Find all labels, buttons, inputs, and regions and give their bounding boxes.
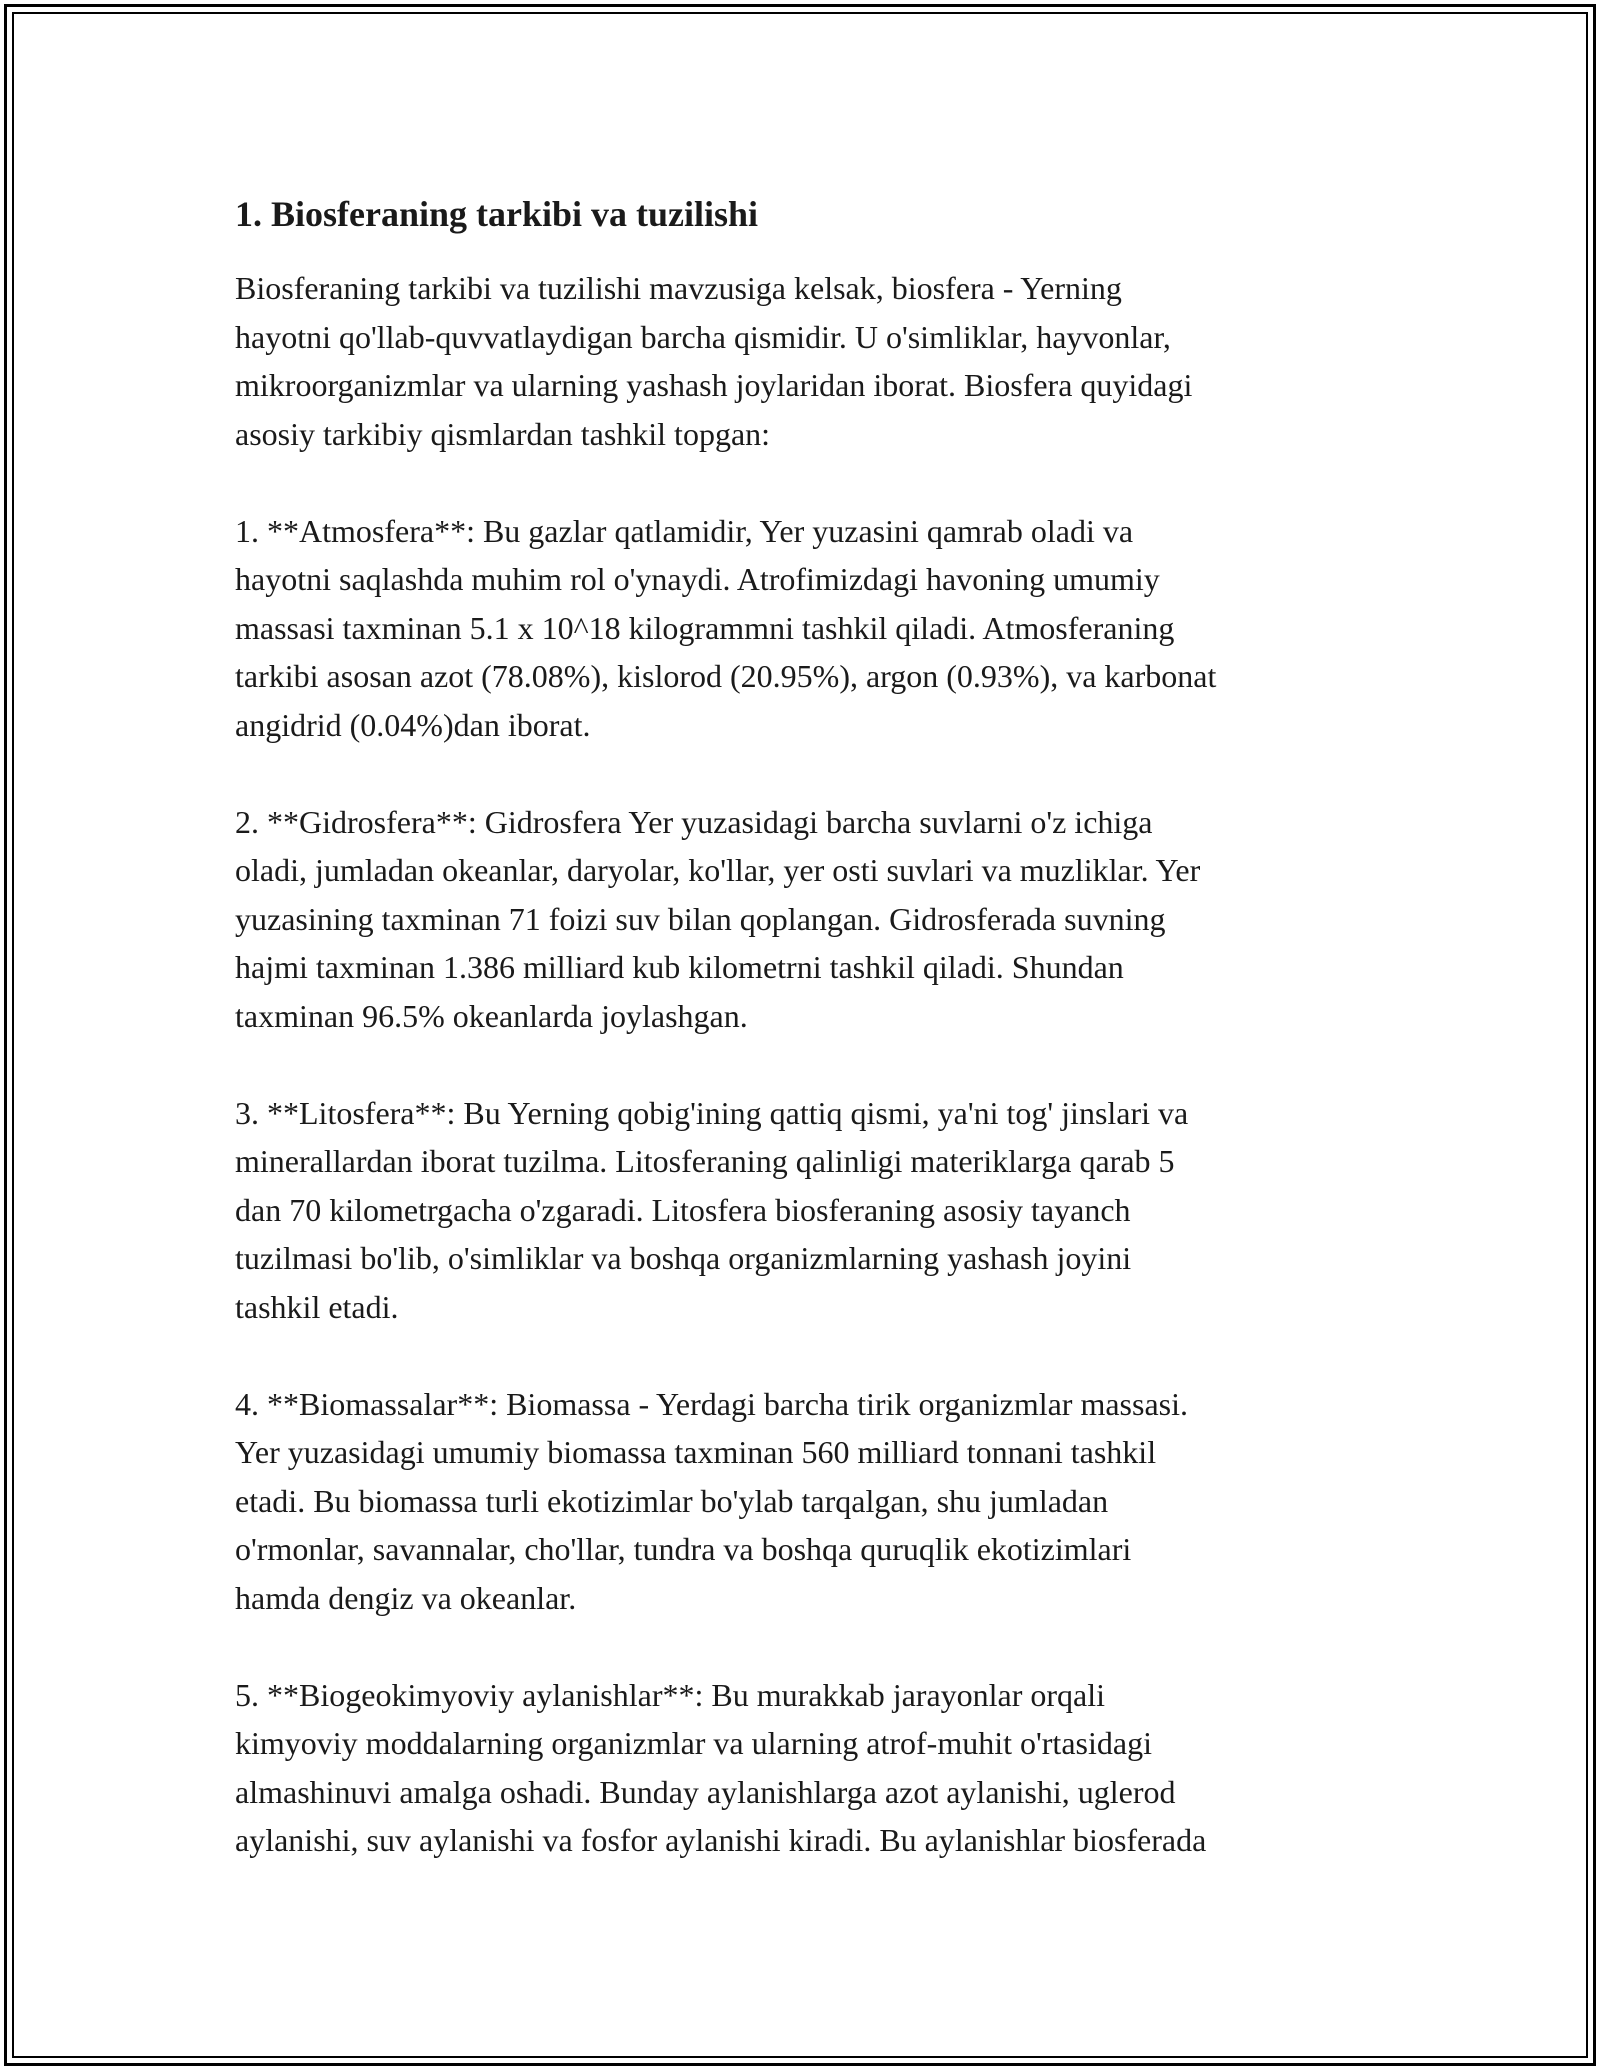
text-line: mikroorganizmlar va ularning yashash joylaridan iborat. Biosfera quyidagi	[235, 367, 1193, 403]
text-line: hajmi taxminan 1.386 milliard kub kilometrni tashkil qiladi. Shundan	[235, 949, 1124, 985]
text-line: 5. **Biogeokimyoviy aylanishlar**: Bu murakkab jarayonlar orqali	[235, 1676, 1106, 1713]
paragraph-gidrosfera	[235, 798, 1370, 1041]
section-heading: 1. Biosferaning tarkibi va tuzilishi	[235, 194, 759, 234]
text-line: aylanishi, suv aylanishi va fosfor aylanishi kiradi. Bu aylanishlar biosferada	[235, 1822, 1207, 1858]
text-line: 2. **Gidrosfera**: Gidrosfera Yer yuzasidagi barcha suvlarni o'z ichiga	[235, 803, 1153, 840]
text-line: dan 70 kilometrgacha o'zgaradi. Litosfera biosferaning asosiy tayanch	[235, 1191, 1131, 1228]
text-line: tashkil etadi.	[235, 1288, 399, 1325]
text-line: hayotni saqlashda muhim rol o'ynaydi. Atrofimizdagi havoning umumiy	[235, 561, 1160, 597]
text-line: Yer yuzasidagi umumiy biomassa taxminan 560 milliard tonnani tashkil	[235, 1434, 1157, 1470]
text-line: kimyoviy moddalarning organizmlar va ularning atrof-muhit o'rtasidagi	[235, 1725, 1152, 1761]
text-line: taxminan 96.5% okeanlarda joylashgan.	[235, 997, 748, 1034]
text-line: 4. **Biomassalar**: Biomassa - Yerdagi barcha tirik organizmlar massasi.	[235, 1385, 1188, 1422]
text-line: etadi. Bu biomassa turli ekotizimlar bo'ylab tarqalgan, shu jumladan	[235, 1482, 1109, 1519]
text-line: minerallardan iborat tuzilma. Litosferaning qalinligi materiklarga qarab 5	[235, 1143, 1175, 1179]
paragraph-intro	[235, 264, 1370, 458]
text-line: Biosferaning tarkibi va tuzilishi mavzusiga kelsak, biosfera - Yerning	[235, 270, 1122, 306]
paragraph-biomassalar	[235, 1380, 1370, 1623]
text-line: tarkibi asosan azot (78.08%), kislorod (20.95%), argon (0.93%), va karbonat	[235, 658, 1217, 694]
text-line: almashinuvi amalga oshadi. Bunday aylanishlarga azot aylanishi, uglerod	[235, 1773, 1176, 1810]
document-page	[235, 190, 1370, 1913]
text-line: angidrid (0.04%)dan iborat.	[235, 706, 591, 743]
text-line: o'rmonlar, savannalar, cho'llar, tundra va boshqa quruqlik ekotizimlari	[235, 1531, 1132, 1567]
paragraph-atmosfera	[235, 507, 1370, 750]
text-line: 3. **Litosfera**: Bu Yerning qobig'ining qattiq qismi, ya'ni tog' jinslari va	[235, 1094, 1189, 1131]
text-line: hayotni qo'llab-quvvatlaydigan barcha qismidir. U o'simliklar, hayvonlar,	[235, 318, 1171, 355]
text-line: yuzasining taxminan 71 foizi suv bilan qoplangan. Gidrosferada suvning	[235, 900, 1166, 937]
text-line: tuzilmasi bo'lib, o'simliklar va boshqa organizmlarning yashash joyini	[235, 1240, 1132, 1276]
paragraph-litosfera	[235, 1089, 1370, 1332]
text-line: hamda dengiz va okeanlar.	[235, 1579, 577, 1616]
text-line: 1. **Atmosfera**: Bu gazlar qatlamidir, Yer yuzasini qamrab oladi va	[235, 512, 1134, 549]
text-line: massasi taxminan 5.1 x 10^18 kilogrammni tashkil qiladi. Atmosferaning	[235, 609, 1175, 646]
text-line: asosiy tarkibiy qismlardan tashkil topgan:	[235, 415, 771, 452]
text-line: oladi, jumladan okeanlar, daryolar, ko'llar, yer osti suvlari va muzliklar. Yer	[235, 852, 1201, 888]
paragraph-biogeokimyoviy	[235, 1671, 1370, 1865]
